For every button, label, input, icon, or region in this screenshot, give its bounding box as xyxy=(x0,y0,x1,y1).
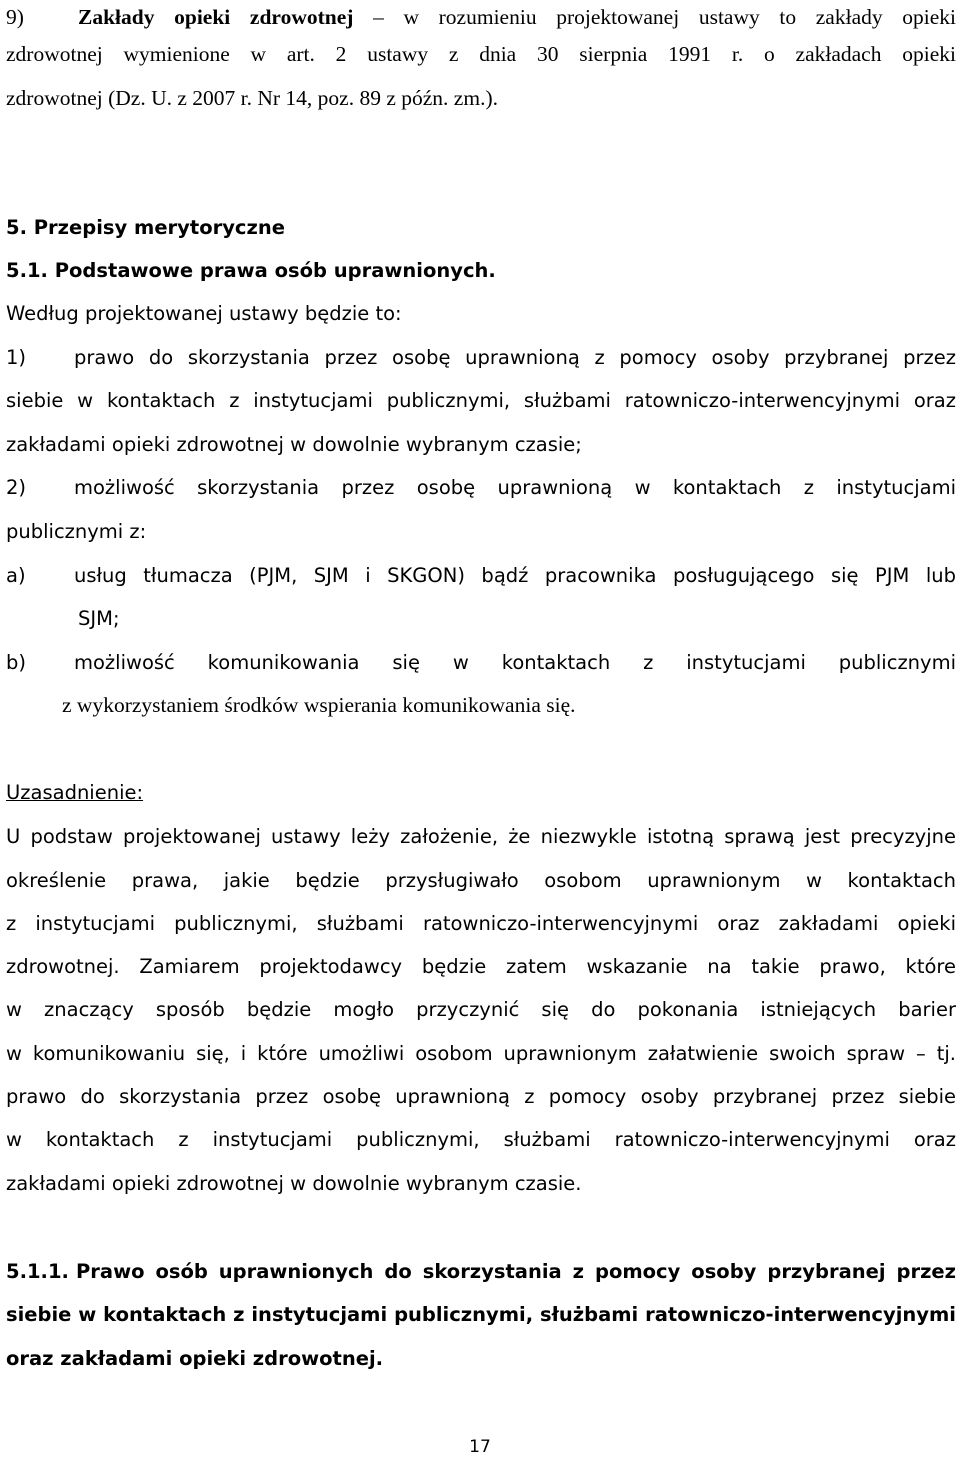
rights-item2b-line2: z wykorzystaniem środków wspierania komunikowania się. xyxy=(62,693,576,717)
justification-line: w znaczący sposób będzie mogło przyczynić się do pokonania istniejących barier xyxy=(6,998,956,1021)
justification-line: określenie prawa, jakie będzie przysługiwało osobom uprawnionym w kontaktach xyxy=(6,869,956,892)
justification-line: zakładami opieki zdrowotnej w dowolnie wybranym czasie. xyxy=(6,1172,582,1195)
justification-line: z instytucjami publicznymi, służbami ratowniczo-interwencyjnymi oraz zakładami opieki xyxy=(6,912,956,935)
item9-rest: – w rozumieniu projektowanej ustawy to zakłady opieki xyxy=(353,5,957,29)
item9-number: 9) xyxy=(6,5,24,29)
rights-intro: Według projektowanej ustawy będzie to: xyxy=(6,302,402,325)
section511-text1: Prawo osób uprawnionych do skorzystania z pomocy osoby przybranej przez xyxy=(76,1260,956,1283)
section511-line1 xyxy=(6,1250,956,1293)
rights-item2-line2: publicznymi z: xyxy=(6,520,147,543)
section51-heading: 5.1. Podstawowe prawa osób uprawnionych. xyxy=(6,259,496,282)
rights-item2b-text1: możliwość komunikowania się w kontaktach z instytucjami publicznymi xyxy=(74,651,956,674)
rights-item2-number: 2) xyxy=(6,476,27,499)
justification-line: prawo do skorzystania przez osobę uprawnioną z pomocy osoby przybranej przez siebie xyxy=(6,1085,956,1108)
rights-item1-line1 xyxy=(6,336,956,379)
justification-line: w komunikowaniu się, i które umożliwi osobom uprawnionym załatwienie swoich spraw – tj. xyxy=(6,1042,956,1065)
item9-line2: zdrowotnej wymienione w art. 2 ustawy z dnia 30 sierpnia 1991 r. o zakładach opieki xyxy=(6,42,956,66)
rights-item2a-letter: a) xyxy=(6,564,26,587)
rights-item1-line3: zakładami opieki zdrowotnej w dowolnie wybranym czasie; xyxy=(6,433,582,456)
section5-heading: 5. Przepisy merytoryczne xyxy=(6,216,285,239)
rights-item2b-line1 xyxy=(6,641,956,684)
rights-item2b-letter: b) xyxy=(6,651,26,674)
justification-heading-text: Uzasadnienie: xyxy=(6,781,144,804)
rights-item2-text1: możliwość skorzystania przez osobę uprawnioną w kontaktach z instytucjami xyxy=(74,476,956,499)
rights-item2a-line2: SJM; xyxy=(78,607,120,630)
justification-line: U podstaw projektowanej ustawy leży założenie, że niezwykle istotną sprawą jest precyzyjne xyxy=(6,825,956,848)
rights-item1-number: 1) xyxy=(6,346,27,369)
rights-item2a-line1 xyxy=(6,554,956,597)
item9-term: Zakłady opieki zdrowotnej xyxy=(78,5,354,29)
rights-item2-line1 xyxy=(6,466,956,509)
page-number: 17 xyxy=(469,1437,491,1457)
section511-number: 5.1.1. xyxy=(6,1260,69,1283)
section511-line2: siebie w kontaktach z instytucjami publicznymi, służbami ratowniczo-interwencyjnymi xyxy=(6,1303,956,1326)
rights-item1-line2: siebie w kontaktach z instytucjami publicznymi, służbami ratowniczo-interwencyjnymi oraz xyxy=(6,389,956,412)
section511-line3: oraz zakładami opieki zdrowotnej. xyxy=(6,1347,384,1370)
rights-item2a-text1: usług tłumacza (PJM, SJM i SKGON) bądź pracownika posługującego się PJM lub xyxy=(74,564,956,587)
justification-line: w kontaktach z instytucjami publicznymi, służbami ratowniczo-interwencyjnymi oraz xyxy=(6,1128,956,1151)
justification-line: zdrowotnej. Zamiarem projektodawcy będzie zatem wskazanie na takie prawo, które xyxy=(6,955,956,978)
justification-heading xyxy=(6,771,956,814)
rights-item1-text1: prawo do skorzystania przez osobę uprawnioną z pomocy osoby przybranej przez xyxy=(74,346,956,369)
item9-line3: zdrowotnej (Dz. U. z 2007 r. Nr 14, poz. 89 z późn. zm.). xyxy=(6,86,498,110)
